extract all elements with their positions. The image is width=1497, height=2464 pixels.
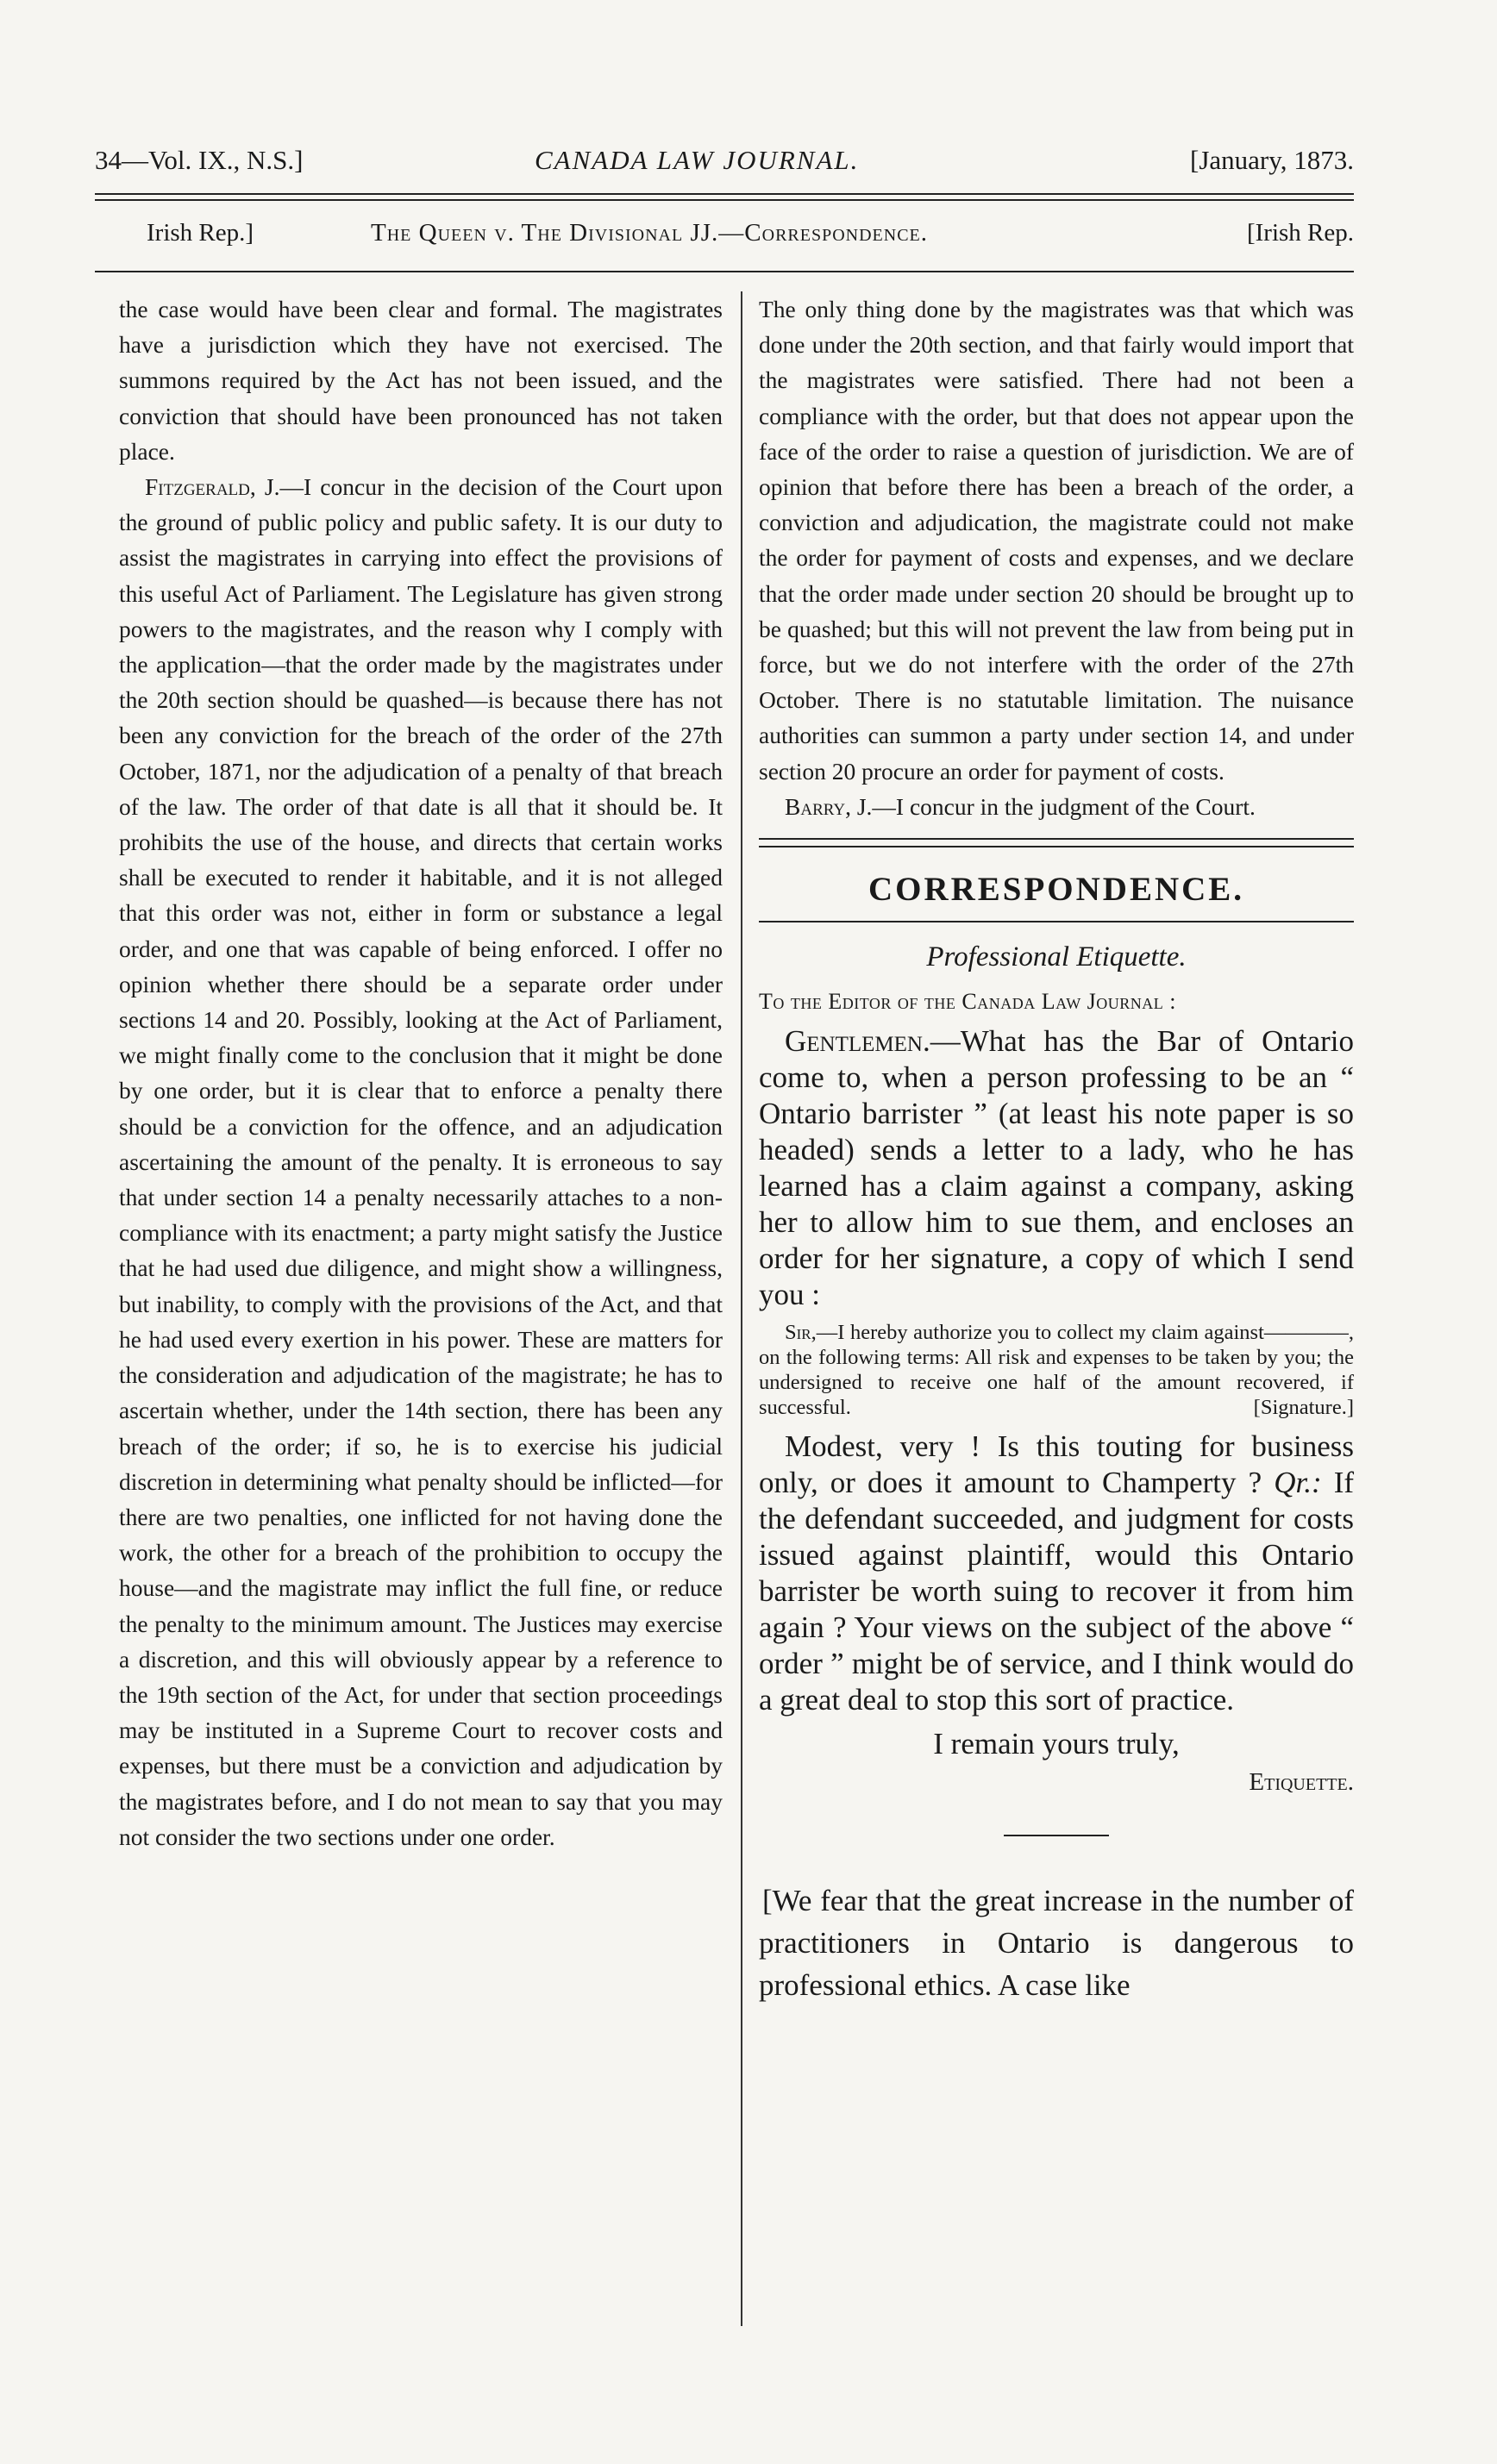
letter-title: Professional Etiquette. (926, 941, 1187, 973)
judgment-conclusion: The only thing done by the magistrates was that which was done under the 20th section, and that fairly would import that the magistrates were satisfied. There had not been a compliance with the order, but that does not appear upon the face of the order to raise a question of jurisdiction. We are of opinion that before there has been a breach of the order, a conviction and adjudication, the magistrate could not make the order for payment of costs and expenses, and we declare that the order made under section 20 should be brought up to be quashed; but this will not prevent the law from being put in force, but we do not interfere with the order of the 27th October. There is no statutable limitation. The nuisance authorities can summon a party under section 14, and under section 20 procure an order for payment of costs. (759, 296, 1354, 785)
section-head-right: [Irish Rep. (1246, 219, 1354, 247)
column-divider (741, 291, 742, 2326)
heading-rule (759, 921, 1354, 922)
letter-signature: Etiquette. (1249, 1768, 1354, 1797)
section-divider (759, 838, 1354, 847)
quote-text: —I hereby authorize you to collect my claim against————, on the following terms: All risk and expenses to be taken by you; the undersigned to receive one half of the amount recovered, if successful. (759, 1321, 1354, 1420)
letter-closing: I remain yours truly, (933, 1727, 1180, 1761)
judgment-text: —I concur in the judgment of the Court. (872, 792, 1256, 820)
short-divider (1004, 1835, 1109, 1836)
editor-note: [We fear that the great increase in the number of practitioners in Ontario is dangerous to professional ethics. A case like (759, 1884, 1354, 2003)
section-head (95, 219, 1354, 257)
query-abbrev: Qr.: (1274, 1466, 1322, 1500)
letter-paragraph (759, 1429, 1354, 1718)
judge-name: Barry, J. (785, 792, 873, 820)
section-head-title: The Queen v. The Divisional JJ.—Correspondence. (371, 219, 929, 247)
correspondence-heading: CORRESPONDENCE. (868, 871, 1245, 909)
running-head (95, 145, 1354, 186)
section-head-left: Irish Rep.] (147, 219, 254, 247)
journal-title: CANADA LAW JOURNAL. (535, 145, 860, 175)
right-column (759, 291, 1354, 2006)
judge-name: Fitzgerald, J. (145, 473, 280, 501)
section-rule (95, 271, 1354, 272)
fitzgerald-judgment (119, 469, 723, 1854)
letter-addressee: To the Editor of the Canada Law Journal : (759, 989, 1177, 1015)
letter-text: —What has the Bar of Ontario come to, when a person professing to be an “ Ontario barrister ” (at least his note paper is so headed) sends a letter to a lady, who he has learned has a claim against a company, asking her to allow him to sue them, and encloses an order for her signature, a copy of which I send you : (759, 1024, 1354, 1312)
letter-text: If the defendant succeeded, and judgment for costs issued against plaintiff, would this Ontario barrister be worth suing to recover it from him again ? Your views on the subject of the above “ order ” might be of service, and I think would do a great deal to stop this sort of practice. (759, 1466, 1354, 1717)
issue-date: [January, 1873. (1190, 145, 1354, 175)
left-column (119, 291, 723, 1854)
letter-text: Modest, very ! Is this touting for business only, or does it amount to Champerty ? (759, 1429, 1354, 1500)
page-number-volume: 34—Vol. IX., N.S.] (95, 145, 304, 175)
header-rule-top (95, 193, 1354, 195)
judgment-continuation: the case would have been clear and formal. The magistrates have a jurisdiction which they have not exercised. The summons required by the Act has not been issued, and the conviction that should have been pronounced has not taken place. (119, 296, 723, 465)
quote-salutation: Sir, (785, 1321, 817, 1345)
letter-paragraph (759, 1023, 1354, 1313)
barry-judgment (759, 789, 1354, 824)
letter-salutation: Gentlemen. (785, 1024, 930, 1059)
quoted-order (759, 1320, 1354, 1420)
quote-signature: [Signature.] (1253, 1396, 1354, 1420)
header-rule-bottom (95, 199, 1354, 201)
judgment-text: —I concur in the decision of the Court upon the ground of public policy and public safety. It is our duty to assist the magistrates in carrying into effect the provisions of this useful Act of Parliament. The Legislature has given strong powers to the magistrates, and the reason why I comply with the application—that the order made by the magistrates under the 20th section should be quashed—is because there has not been any conviction for the breach of the order of the 27th October, 1871, nor the adjudication of a penalty of that breach of the law. The order of that date is all that it should be. It prohibits the use of the house, and directs that certain works shall be executed to render it habitable, and it is not alleged that this order was not, either in form or substance a legal order, and one that was capable of being enforced. I offer no opinion whether there should be a separate order under sections 14 and 20. Possibly, looking at the Act of Parliament, we might finally come to the conclusion that it might be done by one order, but it is clear that to enforce a penalty there should be a conviction for the offence, and an adjudication ascertaining the amount of the penalty. It is erroneous to say that under section 14 a penalty necessarily attaches to a non-compliance with its enactment; a party might satisfy the Justice that he had used due diligence, and might show a willingness, but inability, to comply with the provisions of the Act, and that he had used every exertion in his power. These are matters for the consideration and adjudication of the magistrate; he has to ascertain whether, under the 14th section, there has been any breach of the order; if so, he is to exercise his judicial discretion in determining what penalty should be inflicted—for there are two penalties, one inflicted for not having done the work, the other for a breach of the prohibition to occupy the house—and the magistrate may inflict the full fine, or reduce the penalty to the minimum amount. The Justices may exercise a discretion, and this will obviously appear by a reference to the 19th section of the Act, for under that section proceedings may be instituted in a Supreme Court to recover costs and expenses, but there must be a conviction and adjudication by the magistrates before, and I do not mean to say that you may not consider the two sections under one order. (119, 473, 723, 1850)
